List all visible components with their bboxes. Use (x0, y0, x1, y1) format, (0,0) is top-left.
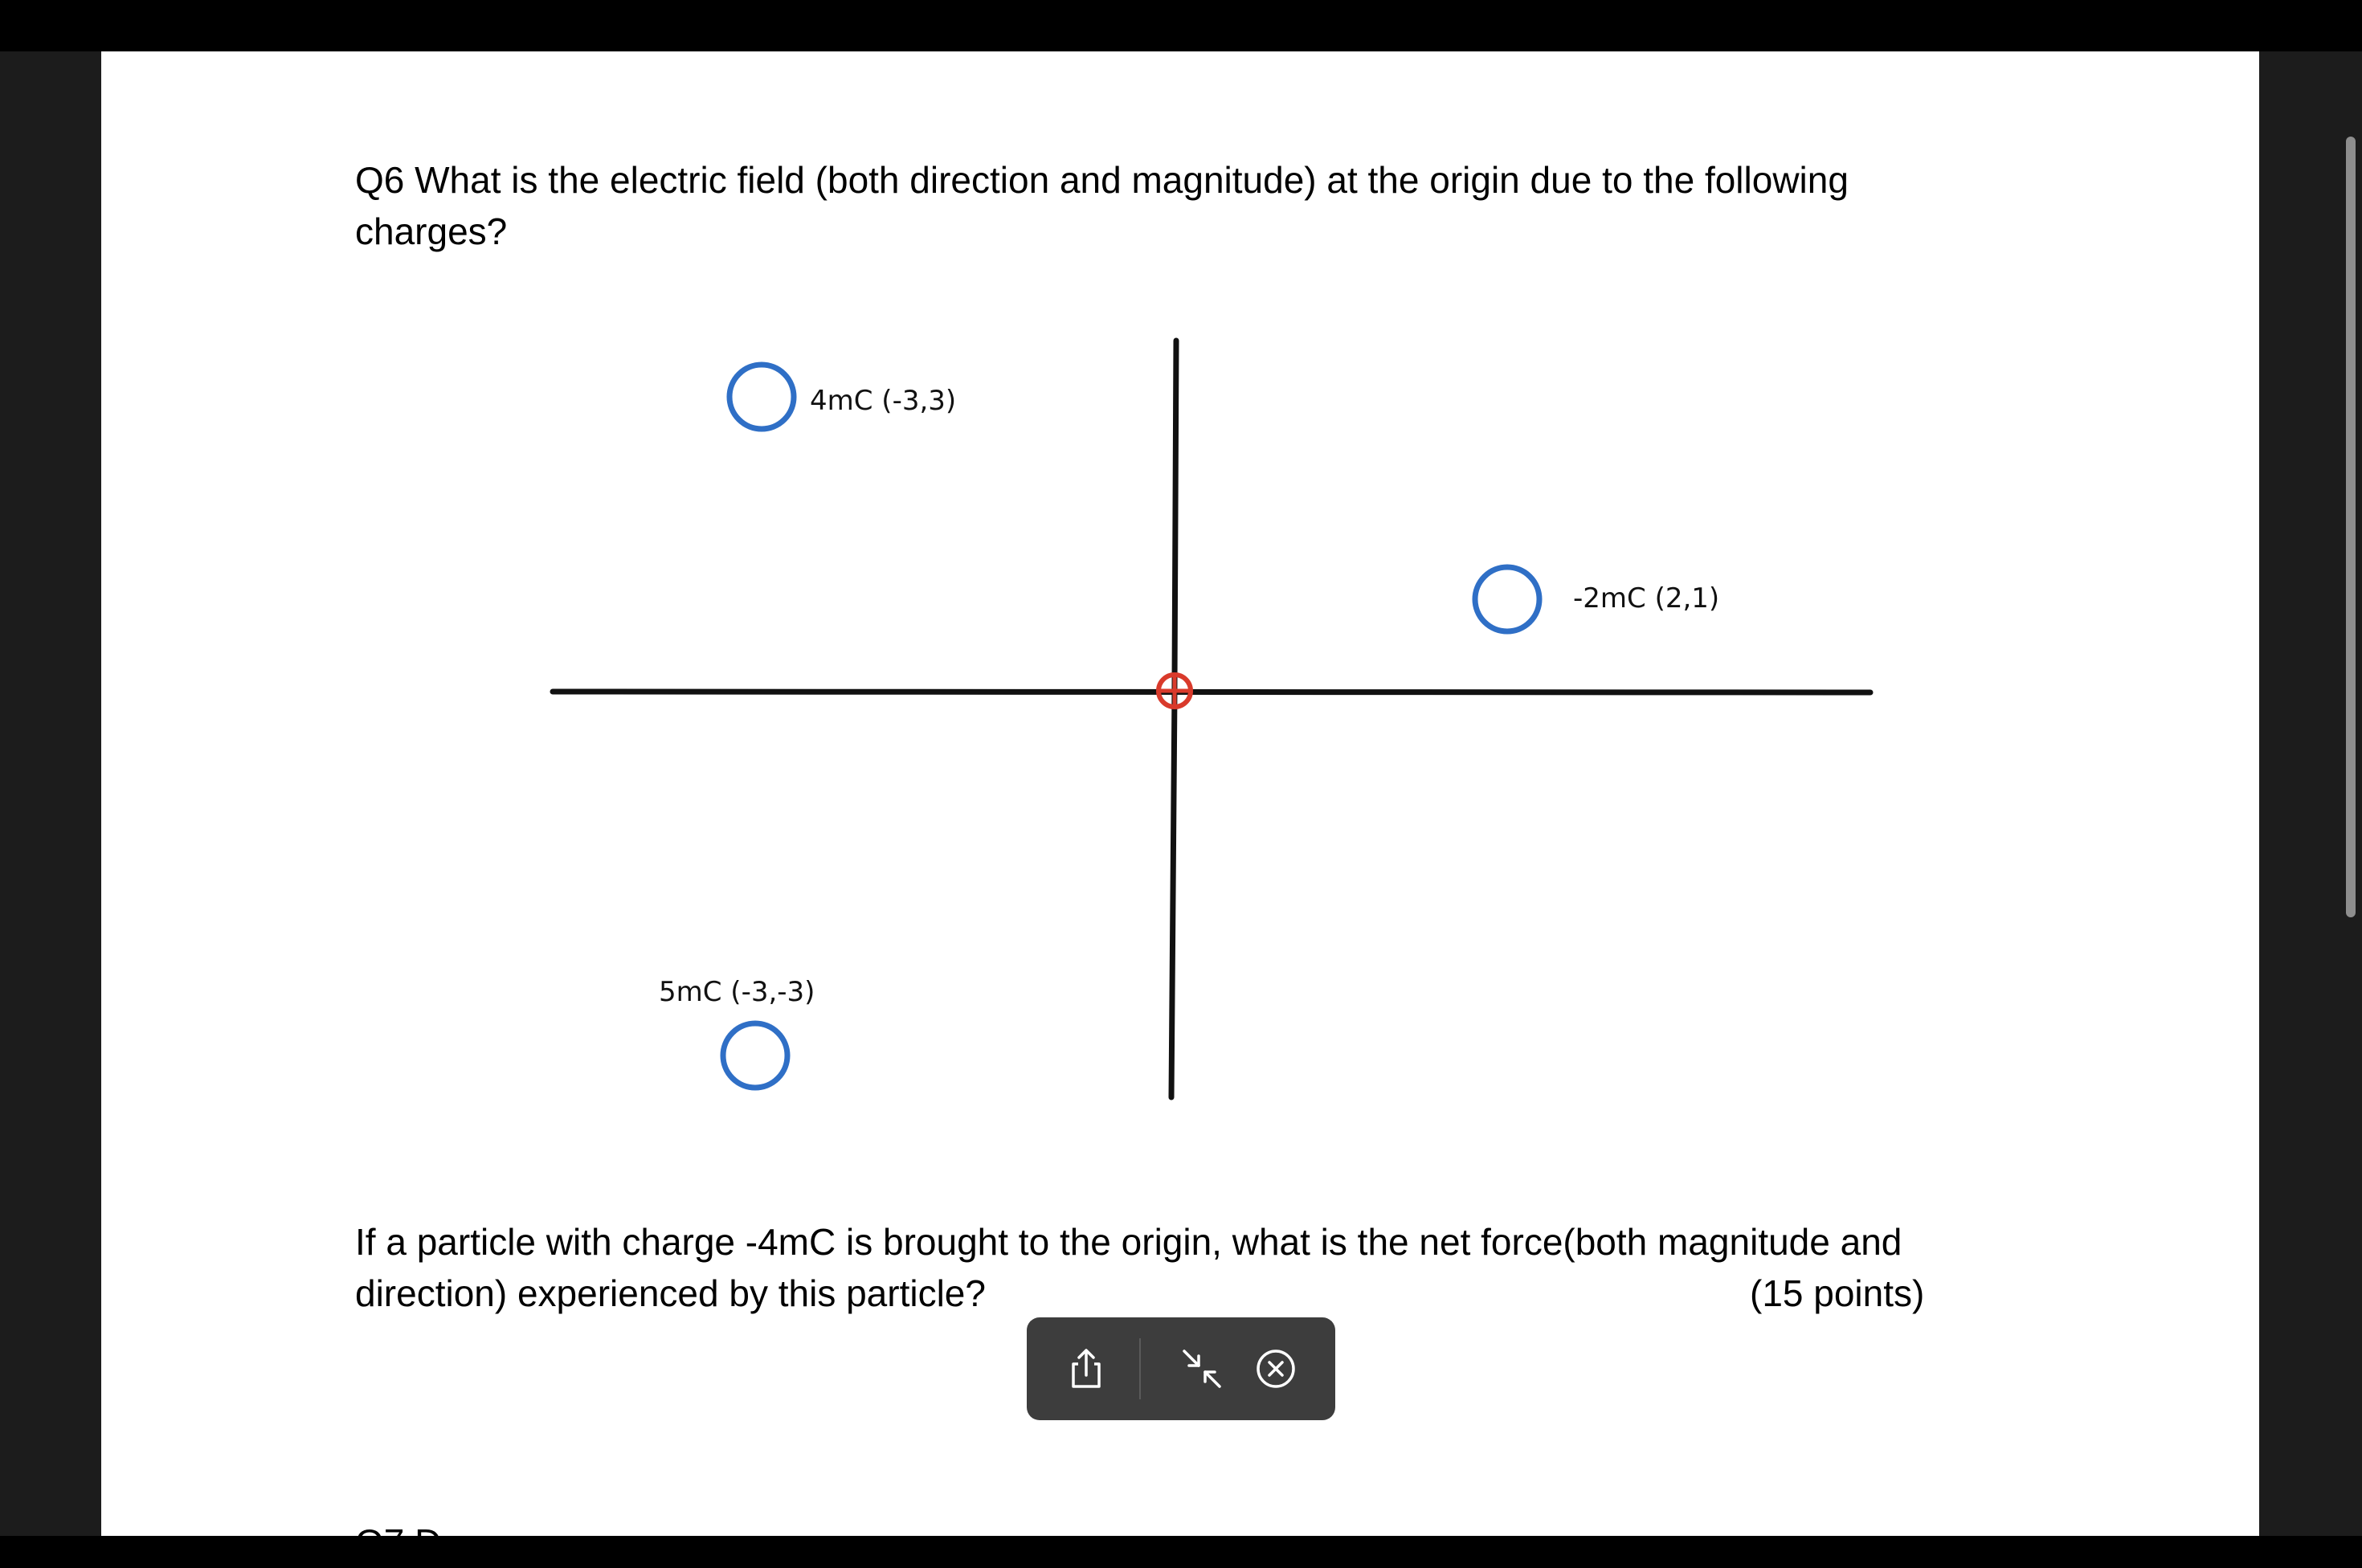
toolbar-divider (1139, 1338, 1141, 1399)
floating-toolbar (1027, 1317, 1335, 1420)
close-circle-icon (1253, 1346, 1298, 1391)
question-6-line-1: Q6 What is the electric field (both direction and magnitude) at the origin due to the following (355, 159, 1849, 201)
share-button[interactable] (1059, 1341, 1114, 1396)
left-margin (0, 51, 101, 1536)
window-top-bar (0, 0, 2362, 51)
question-7-partial: Q7 D (355, 1521, 442, 1563)
scrollbar-thumb[interactable] (2346, 137, 2356, 917)
charge-label-minus-2mc: -2mC (2,1) (1573, 582, 1720, 615)
minimize-button[interactable] (1175, 1341, 1229, 1396)
charge-label-4mc: 4mC (-3,3) (810, 385, 957, 417)
points-label: (15 points) (1750, 1272, 1925, 1314)
close-button[interactable] (1248, 1341, 1303, 1396)
share-icon (1065, 1346, 1107, 1391)
charge-label-5mc: 5mC (-3,-3) (659, 976, 815, 1008)
question-6-line-2: charges? (355, 210, 508, 252)
minimize-icon (1179, 1346, 1224, 1391)
question-6b-line-2: direction) experienced by this particle? (355, 1272, 986, 1314)
question-6b-line-1: If a particle with charge -4mC is brought to the origin, what is the net force(both magnitude and (355, 1221, 1902, 1263)
